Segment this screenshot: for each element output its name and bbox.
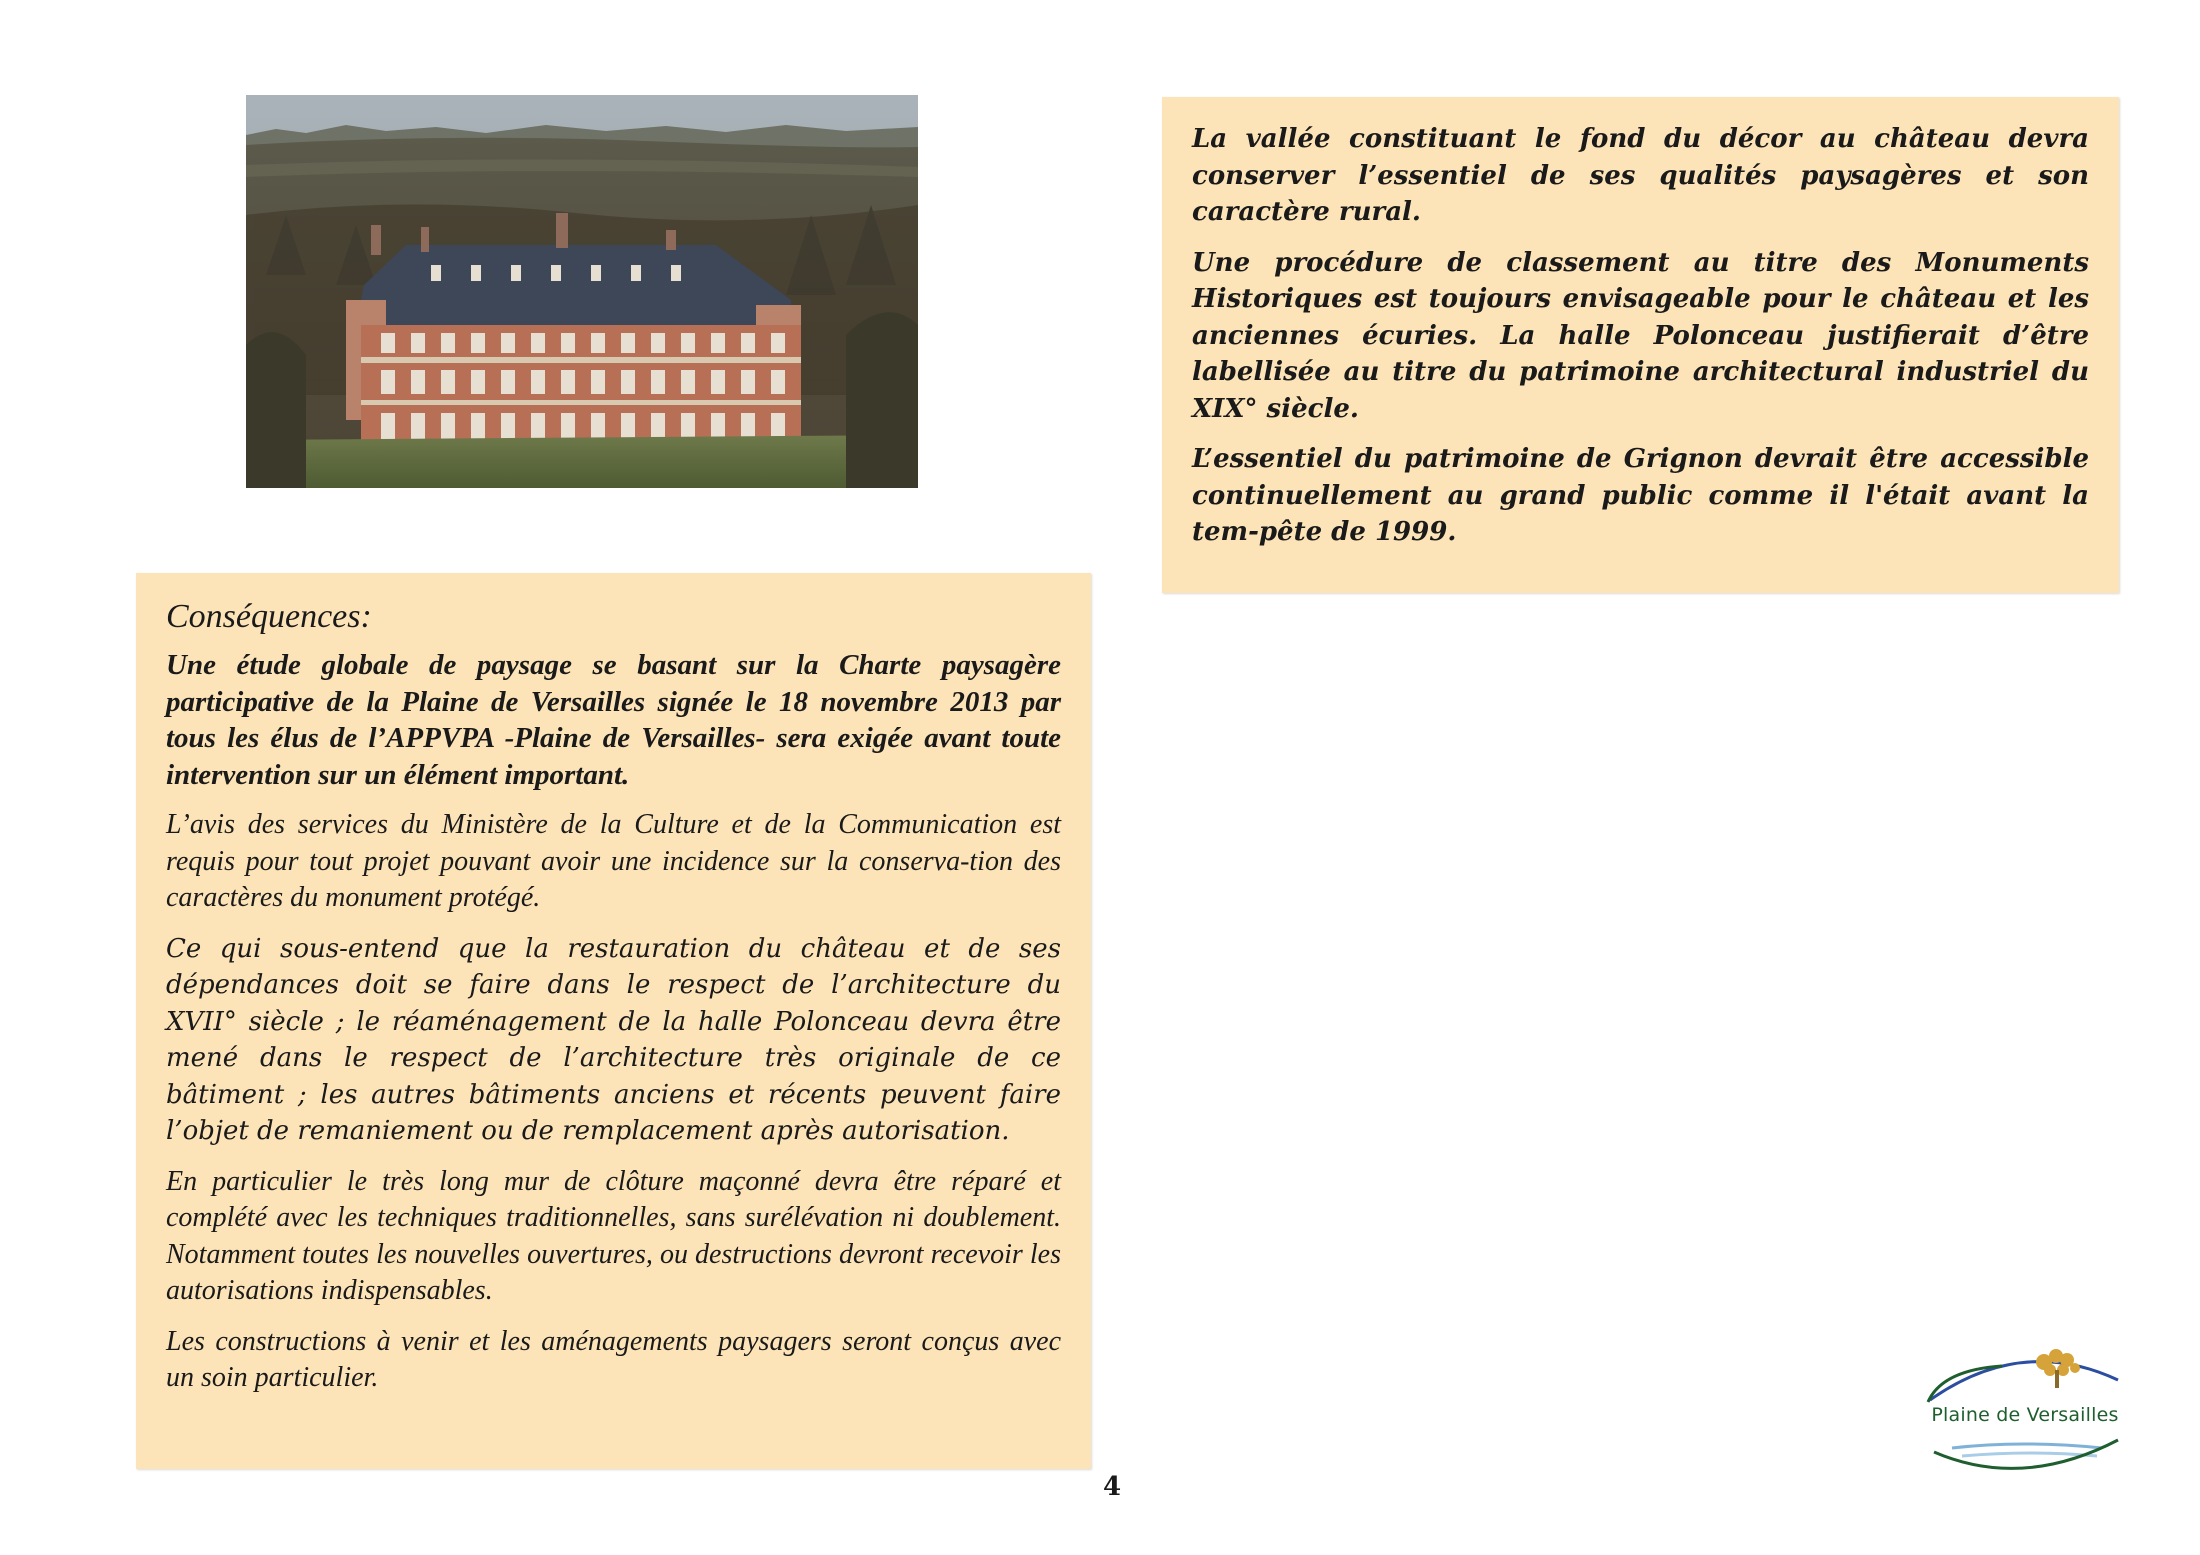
paragraph-vallee: La vallée constituant le fond du décor au château devra conserver l’essentiel de ses qualités paysagères et son caractère rural. [1192, 124, 2089, 227]
paragraph-restauration: Ce qui sous-entend que la restauration du château et de ses dépendances doit se faire dans le respect de l’architecture du XVII° siècle ; le réaménagement de la halle Polonceau devra être mené dans le respect de l’architecture très originale de ce bâtiment ; les autres bâtiments anciens et récents peuvent faire l’objet de remaniement ou de remplacement après autorisation. [166, 933, 1061, 1146]
right-text-box [1162, 97, 2119, 593]
paragraph-avis: L’avis des services du Ministère de la Culture et de la Communication est requis pour tout projet pouvant avoir une incidence sur la conserva-tion des caractères du monument protégé. [166, 809, 1061, 913]
paragraph-classement: Une procédure de classement au titre des Monuments Historiques est toujours envisageable pour le château et les anciennes écuries. La halle Polonceau justifierait d’être labellisée au titre du patrimoine architectural industriel du XIX° siècle. [1192, 247, 2089, 424]
page-number: 4 [1102, 1472, 1122, 1502]
paragraph-constructions: Les constructions à venir et les aménagements paysagers seront conçus avec un soin particulier. [166, 1325, 1061, 1393]
paragraph-mur: En particulier le très long mur de clôture maçonné devra être réparé et complété avec les techniques traditionnelles, sans surélévation ni doublement. Notamment toutes les nouvelles ouvertures, ou destructions devront recevoir les autorisations indispensables. [166, 1165, 1061, 1306]
consequences-box [136, 573, 1091, 1469]
paragraph-patrimoine: L’essentiel du patrimoine de Grignon devrait être accessible continuellement au grand public comme il l'était avant la tem-pête de 1999. [1192, 444, 2089, 547]
logo-text: Plaine de Versailles [1931, 1404, 2119, 1426]
paragraph-etude: Une étude globale de paysage se basant sur la Charte paysagère participative de la Plaine de Versailles signée le 18 novembre 2013 par tous les élus de l’APPVPA -Plaine de Versailles- sera exigée avant toute intervention sur un élément important. [166, 649, 1061, 791]
consequences-heading: Conséquences: [166, 598, 372, 635]
plaine-de-versailles-logo [1922, 1340, 2128, 1472]
chateau-photo [246, 95, 918, 488]
chateau-image-icon [246, 95, 918, 488]
